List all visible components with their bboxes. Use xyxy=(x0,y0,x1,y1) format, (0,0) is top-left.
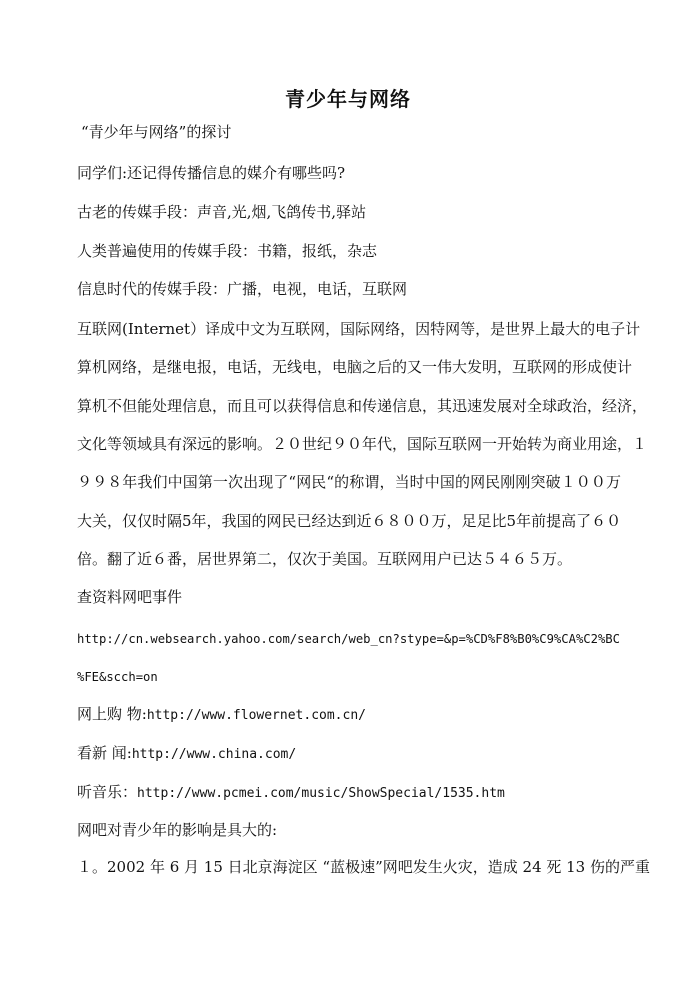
info-age-media-line: 信息时代的传媒手段：广播，电视，电话，互联网 xyxy=(77,280,408,298)
news-link[interactable]: http://www.china.com/ xyxy=(131,747,297,762)
shopping-link[interactable]: http://www.flowernet.com.cn/ xyxy=(146,708,366,723)
shopping-label: 网上购 物: xyxy=(77,705,147,723)
ancient-media-line: 古老的传媒手段：声音,光,烟,飞鸽传书,驿站 xyxy=(77,203,367,221)
document-title: 青少年与网络 xyxy=(285,87,411,111)
internet-paragraph-line-7: 倍。翻了近６番，居世界第二，仅次于美国。互联网用户已达５４６５万。 xyxy=(77,550,573,568)
research-heading: 查资料网吧事件 xyxy=(77,588,183,606)
music-label: 听音乐： xyxy=(77,783,138,801)
question-line: 同学们:还记得传播信息的媒介有哪些吗? xyxy=(77,164,346,182)
music-link[interactable]: http://www.pcmei.com/music/ShowSpecial/1535.htm xyxy=(137,786,505,801)
subtitle-line: “青少年与网络”的探讨 xyxy=(81,123,232,141)
search-url-line-2[interactable]: %FE&scch=on xyxy=(77,670,158,684)
impact-line: 网吧对青少年的影响是具大的: xyxy=(77,821,278,839)
internet-paragraph-line-4: 文化等领域具有深远的影响。２０世纪９０年代，国际互联网一开始转为商业用途，１ xyxy=(77,435,648,453)
incident-line: １。2002 年 6 月 15 日北京海淀区 “蓝极速”网吧发生火灾，造成 24 死 13 伤的严重 xyxy=(77,858,650,876)
common-media-line: 人类普遍使用的传媒手段：书籍，报纸，杂志 xyxy=(77,242,378,260)
internet-paragraph-line-3: 算机不但能处理信息，而且可以获得信息和传递信息，其迅速发展对全球政治，经济， xyxy=(77,397,648,415)
internet-paragraph-line-6: 大关，仅仅时隔5年，我国的网民已经达到近６８００万，足足比5年前提高了６０ xyxy=(77,512,622,530)
search-url-line-1[interactable]: http://cn.websearch.yahoo.com/search/web_cn?stype=&p=%CD%F8%B0%C9%CA%C2%BC xyxy=(77,632,620,646)
news-line xyxy=(77,744,296,764)
shopping-line xyxy=(77,705,366,725)
internet-paragraph-line-5: ９９８年我们中国第一次出现了“网民“的称谓，当时中国的网民刚刚突破１００万 xyxy=(77,473,621,491)
news-label: 看新 闻: xyxy=(77,744,132,762)
music-line xyxy=(77,783,505,803)
internet-paragraph-line-2: 算机网络，是继电报，电话，无线电，电脑之后的又一伟大发明，互联网的形成使计 xyxy=(77,358,633,376)
internet-paragraph-line-1: 互联网(Internet）译成中文为互联网，国际网络，因特网等，是世界上最大的电子计 xyxy=(77,320,641,338)
